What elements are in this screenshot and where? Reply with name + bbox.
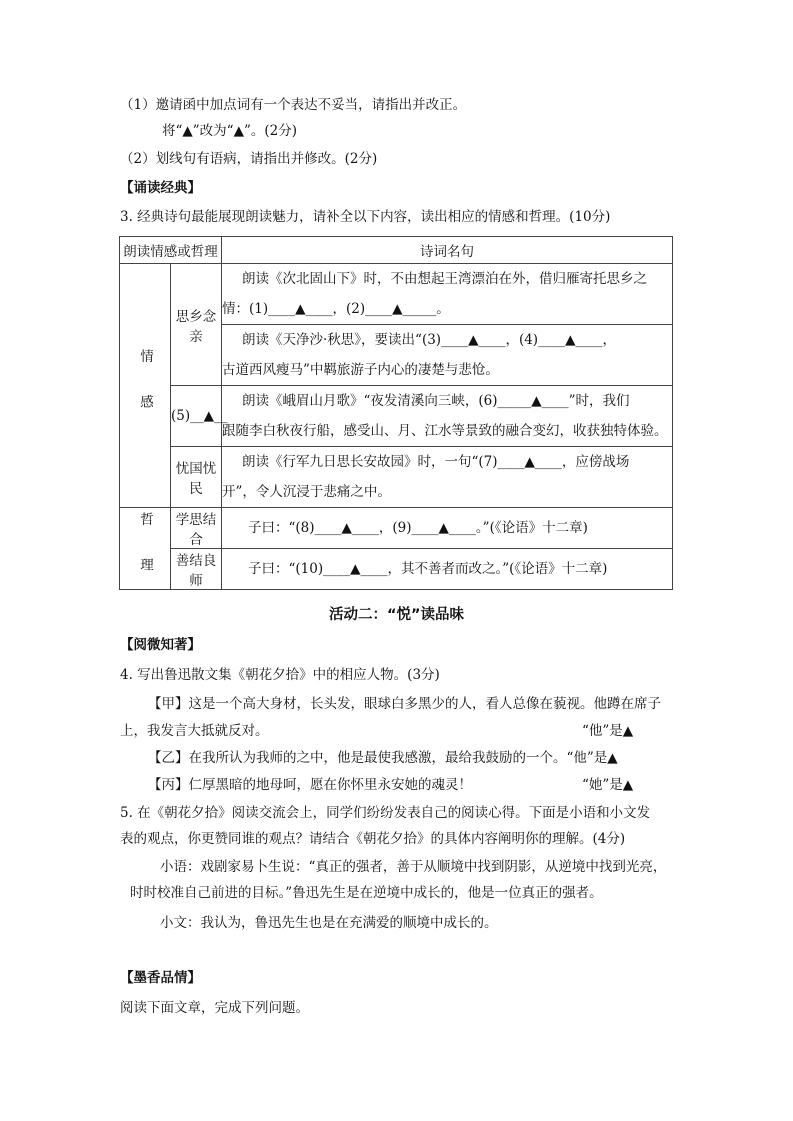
row-teacher-cell: 子曰：“(10)____▲____，其不善者而改之。”(《论语》十二章) <box>222 549 673 590</box>
group-emotion-label: 情 感 <box>120 264 171 508</box>
poetry-table <box>119 236 673 590</box>
group-philosophy-label: 哲 理 <box>120 508 171 590</box>
row-study-label: 学思结合 <box>171 508 222 549</box>
q4-a-line2: 上，我发言大抵就反对。 <box>120 723 269 739</box>
q4-b-line: 【乙】在我所认为我师的之中，他是最使我感激，最给我鼓励的一个。“他”是▲ <box>148 750 618 766</box>
q4-a-answer: “他”是▲ <box>582 723 634 739</box>
q4-text: 4. 写出鲁迅散文集《朝花夕拾》中的相应人物。(3分) <box>120 667 440 683</box>
heading-recite: 【诵读经典】 <box>120 180 201 196</box>
row-study-cell: 子曰：“(8)____▲____，(9)____▲____。”(《论语》十二章) <box>222 508 673 549</box>
q3-text: 3. 经典诗句最能展现朗读魅力，请补全以下内容，读出相应的情感和哲理。(10分) <box>120 209 611 225</box>
q1-text: （1）邀请函中加点词有一个表达不妥当，请指出并改正。 <box>120 97 467 113</box>
row-homesick-cell-2: 朗读《天净沙·秋思》，要读出“(3)____▲____，(4)____▲____， 古道西风瘦马”中羁旅游子内心的凄楚与悲怆。 <box>222 325 673 386</box>
activity2-title: 活动二：“悦”读品味 <box>328 607 465 623</box>
row5-cell: 朗读《峨眉山月歌》“夜发清溪向三峡，(6)_____▲____”时，我们 跟随李白秋夜行船，感受山、月、江水等景致的融合变幻，收获独特体验。 <box>222 386 673 447</box>
heading-reading: 【阅微知著】 <box>120 637 201 653</box>
q5-line2: 表的观点，你更赞同谁的观点？请结合《朝花夕拾》的具体内容阐明你的理解。(4分) <box>120 831 626 847</box>
instruction-line: 阅读下面文章，完成下列问题。 <box>120 1000 309 1016</box>
row-teacher-label: 善结良师 <box>171 549 222 590</box>
q5-xiaoyu-line1: 小语：戏剧家易卜生说：“真正的强者，善于从顺境中找到阴影，从逆境中找到光亮， <box>160 859 667 875</box>
q4-a-line1: 【甲】这是一个高大身材，长头发，眼球白多黑少的人，看人总像在藐视。他蹲在席子 <box>148 696 661 712</box>
q5-xiaowen-line: 小文：我认为，鲁迅先生也是在充满爱的顺境中成长的。 <box>160 915 498 931</box>
heading-ink: 【墨香品情】 <box>120 970 201 986</box>
q5-xiaoyu-line2: 时时校准自己前进的目标。”鲁迅先生是在逆境中成长的，他是一位真正的强者。 <box>130 885 603 901</box>
q5-line1: 5. 在《朝花夕拾》阅读交流会上，同学们纷纷发表自己的阅读心得。下面是小语和小文发 <box>120 805 651 821</box>
table-header-col2: 诗词名句 <box>222 237 673 264</box>
q4-c-line: 【丙】仁厚黑暗的地母呵，愿在你怀里永安她的魂灵！ <box>148 777 472 793</box>
q1-fill-line: 将“▲”改为“▲”。(2分) <box>162 123 297 139</box>
row5-label: (5)__▲__ <box>171 386 222 447</box>
row-homesick-cell-1: 朗读《次北固山下》时，不由想起王湾漂泊在外，借归雁寄托思乡之 情：(1)____▲____，(2)____▲_____。 <box>222 264 673 325</box>
row-homesick-label: 思乡念亲 <box>171 264 222 386</box>
table-header-col1: 朗读情感或哲理 <box>120 237 222 264</box>
q2-text: （2）划线句有语病，请指出并修改。(2分) <box>120 151 378 167</box>
row-worry-cell: 朗读《行军九日思长安故园》时，一句“(7)____▲____，应傍战场 开”，令人沉浸于悲痛之中。 <box>222 447 673 508</box>
row-worry-label: 忧国忧民 <box>171 447 222 508</box>
q4-c-answer: “她”是▲ <box>582 777 634 793</box>
